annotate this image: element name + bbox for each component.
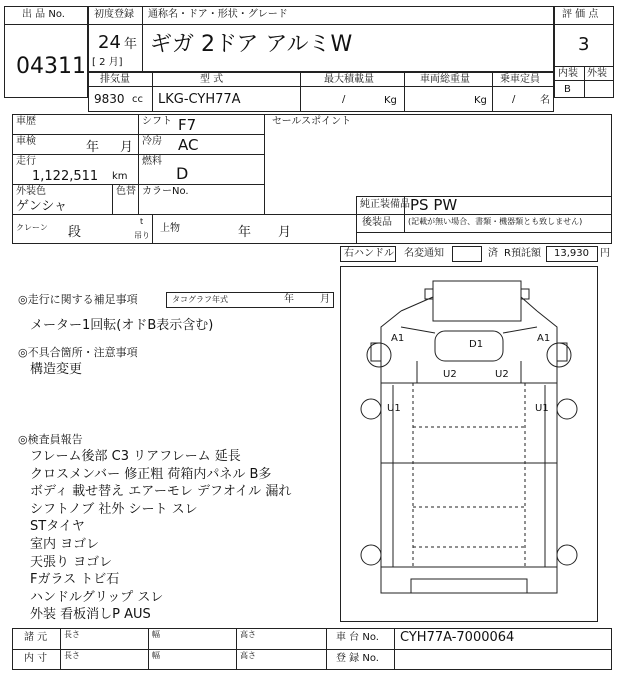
interior-dims-label: 内 寸 xyxy=(24,653,48,664)
inspector-line: ボディ 載せ替え エアーモレ デフオイル 漏れ xyxy=(30,484,292,500)
tachograph-label: タコグラフ年式 xyxy=(172,295,228,304)
r-deposit-prefix: 済 xyxy=(488,248,498,259)
lot-number: 04311 xyxy=(16,54,86,79)
mileage-supplement-title: ◎走行に関する補足事項 xyxy=(18,293,138,306)
ac-label: 冷房 xyxy=(142,136,162,147)
r-deposit-label: R預託額 xyxy=(504,248,541,259)
mark-u1-right: U1 xyxy=(535,403,549,414)
inspector-line: 室内 ヨゴレ xyxy=(30,536,100,552)
crane-hang-unit: 吊り xyxy=(134,231,150,240)
tachograph-year-unit: 年 xyxy=(284,294,294,305)
height-label-2: 高さ xyxy=(240,651,256,660)
height-label: 高さ xyxy=(240,630,256,639)
gross-weight-unit: Kg xyxy=(474,95,487,106)
capacity-unit: 名 xyxy=(540,95,550,106)
color-code-label: 色替 xyxy=(116,186,136,197)
interior-label: 内装 xyxy=(558,68,578,79)
registration-label: 登 録 No. xyxy=(336,653,379,664)
inspection-label: 車検 xyxy=(16,136,36,147)
inspector-lines xyxy=(30,448,291,624)
yen-unit: 円 xyxy=(600,248,610,259)
length-label-2: 長さ xyxy=(64,651,80,660)
year-unit: 年 xyxy=(124,37,138,52)
inspector-line: クロスメンバー 修正粗 荷箱内パネル B多 xyxy=(30,466,272,482)
tachograph-month-unit: 月 xyxy=(320,294,330,305)
grade-label: 評 価 点 xyxy=(562,9,599,20)
lot-label: 出 品 No. xyxy=(22,9,65,20)
fuel-value: D xyxy=(176,164,189,183)
capacity-label: 乗車定員 xyxy=(500,74,540,85)
name-change-label: 名変通知 xyxy=(404,248,444,259)
mark-a1-right: A1 xyxy=(537,333,551,344)
inspector-line: フレーム後部 C3 リアフレーム 延長 xyxy=(30,449,241,464)
grade-value: 3 xyxy=(578,34,590,55)
first-reg-label: 初度登録 xyxy=(94,9,134,20)
crane-label: クレーン xyxy=(16,223,48,232)
interior-value: B xyxy=(564,84,571,95)
loading-month-unit: 月 xyxy=(278,225,292,240)
max-load-unit: Kg xyxy=(384,95,397,106)
standard-equipment-label: 純正装備品 xyxy=(360,199,410,210)
displacement-value: 9830 xyxy=(94,92,125,106)
shift-label: シフト xyxy=(142,116,172,127)
mark-u2-right: U2 xyxy=(495,369,509,380)
exterior-color-label: 外装色 xyxy=(16,186,46,197)
aftermarket-label: 後装品 xyxy=(362,217,392,228)
inspector-line: Fガラス トビ石 xyxy=(30,572,120,588)
exterior-label: 外装 xyxy=(587,68,607,79)
chassis-value: CYH77A-7000064 xyxy=(400,630,515,645)
mark-a1-left: A1 xyxy=(391,333,405,344)
inspector-line: シフトノブ 社外 シート スレ xyxy=(30,501,198,517)
fuel-label: 燃料 xyxy=(142,156,162,167)
defects-title: ◎不具合箇所・注意事項 xyxy=(18,346,138,359)
crane-stage-unit: 段 xyxy=(68,225,82,240)
vehicle-name: ギガ 2ドア アルミW xyxy=(150,32,353,57)
max-load-label: 最大積載量 xyxy=(324,74,374,85)
mileage-label: 走行 xyxy=(16,156,36,167)
inspector-line: ハンドルグリップ スレ xyxy=(30,589,164,605)
mark-u2-left: U2 xyxy=(443,369,457,380)
inspector-line: 天張り ヨゴレ xyxy=(30,554,113,570)
max-load-value: / xyxy=(342,94,346,105)
mileage-unit: km xyxy=(112,171,128,182)
dimensions-label: 諸 元 xyxy=(24,632,48,643)
capacity-value: / xyxy=(512,94,516,105)
displacement-label: 排気量 xyxy=(100,74,130,85)
damage-diagram xyxy=(340,266,598,622)
aftermarket-note: (記載が無い場合、書類・機器類とも致しません) xyxy=(408,217,583,226)
name-change-box xyxy=(452,246,482,262)
right-hand-label: 右ハンドル xyxy=(344,248,394,259)
name-label: 通称名・ドア・形状・グレード xyxy=(148,9,288,20)
mileage-value: 1,122,511 xyxy=(32,169,99,184)
sales-point-label: セールスポイント xyxy=(272,116,352,127)
standard-equipment-value: PS PW xyxy=(410,196,458,214)
exterior-color-value: ゲンシャ xyxy=(16,199,68,214)
inspector-line: 外装 看板消しP AUS xyxy=(30,607,151,623)
color-no-label: カラーNo. xyxy=(142,186,189,197)
truck-topview-drawing xyxy=(341,267,597,621)
mark-u1-left: U1 xyxy=(387,403,401,414)
inspection-month-unit: 月 xyxy=(120,140,134,155)
displacement-unit: cc xyxy=(132,94,143,105)
mark-d1: D1 xyxy=(469,339,484,350)
inspection-year-unit: 年 xyxy=(86,140,100,155)
length-label: 長さ xyxy=(64,630,80,639)
width-label-2: 幅 xyxy=(152,651,160,660)
crane-ton-unit: t xyxy=(140,217,144,226)
loading-label: 上物 xyxy=(160,223,180,234)
ac-value: AC xyxy=(178,136,199,154)
gross-weight-label: 車両総重量 xyxy=(420,74,470,85)
inspector-title: ◎検査員報告 xyxy=(18,433,83,446)
inspector-line: STタイヤ xyxy=(30,519,85,535)
chassis-label: 車 台 No. xyxy=(336,632,379,643)
defects-note: 構造変更 xyxy=(30,362,83,377)
history-label: 車歴 xyxy=(16,116,36,127)
mileage-note: メーター1回転(オドB表示含む) xyxy=(30,318,214,333)
first-reg-year: 24 xyxy=(98,32,121,53)
loading-year-unit: 年 xyxy=(238,225,252,240)
width-label: 幅 xyxy=(152,630,160,639)
r-deposit-value: 13,930 xyxy=(554,248,589,259)
model-label: 型 式 xyxy=(200,74,224,85)
model-value: LKG-CYH77A xyxy=(158,92,241,107)
first-reg-month: [ 2 月] xyxy=(92,57,123,68)
shift-value: F7 xyxy=(178,116,197,134)
